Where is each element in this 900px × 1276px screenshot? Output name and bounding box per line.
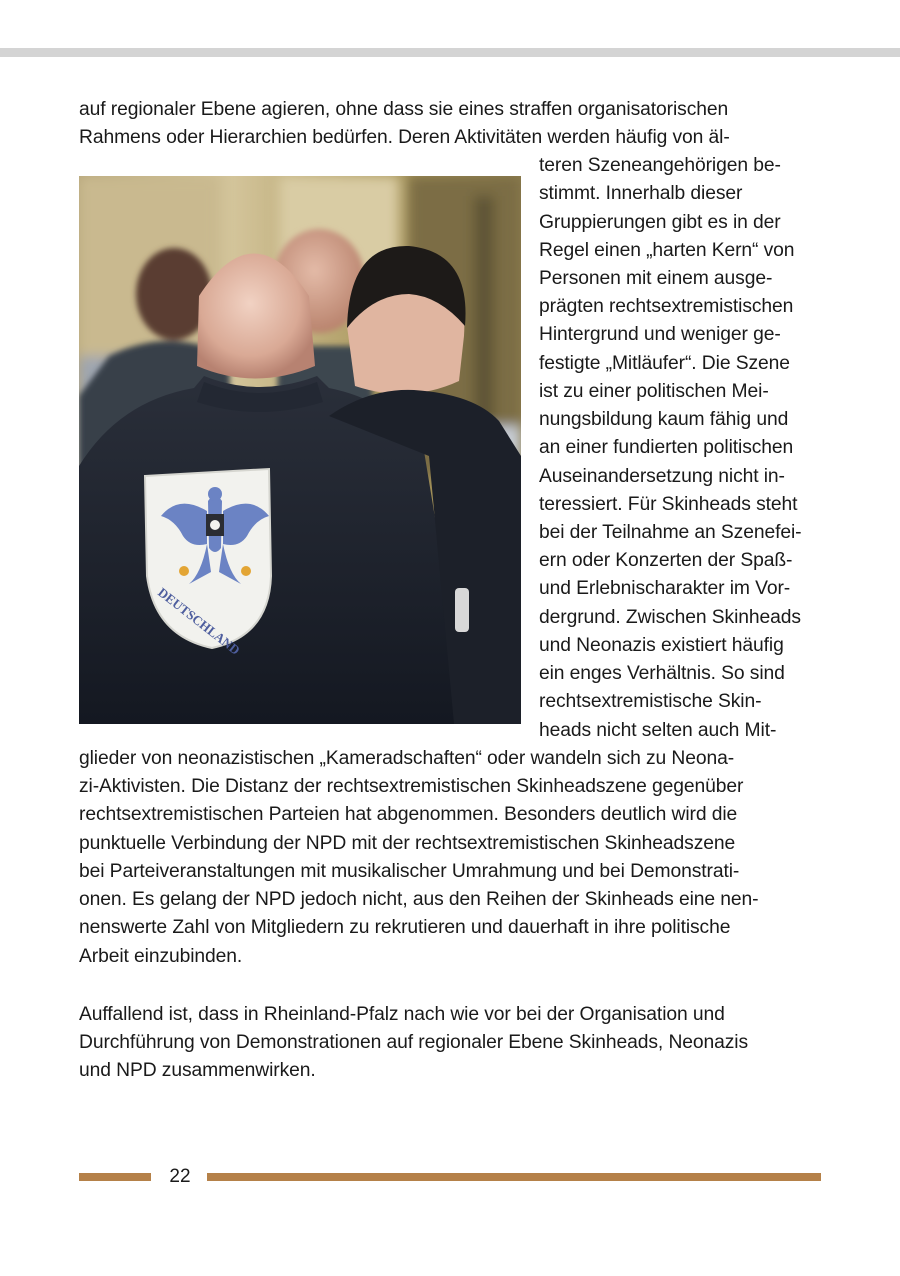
text-line: teressiert. Für Skinheads steht <box>539 494 798 515</box>
patch-text: DEUTSCHLAND <box>155 584 243 658</box>
text-line: bei der Teilnahme an Szenefei- <box>539 522 802 543</box>
footer-bar-right <box>207 1173 821 1181</box>
page-number: 22 <box>169 1166 191 1187</box>
text-line: nungsbildung kaum fähig und <box>539 409 789 430</box>
text-line: dergrund. Zwischen Skinheads <box>539 607 801 628</box>
text-line: Auffallend ist, dass in Rheinland-Pfalz nach wie vor bei der Organisation und <box>79 1004 725 1025</box>
skinheads-photo <box>79 176 521 724</box>
text-line: und NPD zusammenwirken. <box>79 1060 316 1081</box>
text-line: ein enges Verhältnis. So sind <box>539 663 785 684</box>
text-line: prägten rechtsextremistischen <box>539 296 794 317</box>
text-line: zi-Aktivisten. Die Distanz der rechtsextremistischen Skinheadszene gegenüber <box>79 776 744 797</box>
text-line: punktuelle Verbindung der NPD mit der rechtsextremistischen Skinheadszene <box>79 833 736 854</box>
text-line: rechtsextremistische Skin- <box>539 691 762 712</box>
top-rule <box>0 48 900 57</box>
text-line: Arbeit einzubinden. <box>79 946 243 967</box>
text-line: Durchführung von Demonstrationen auf regionaler Ebene Skinheads, Neonazis <box>79 1032 749 1053</box>
text-line: Rahmens oder Hierarchien bedürfen. Deren Aktivitäten werden häufig von äl- <box>79 127 730 148</box>
text-line: ist zu einer politischen Mei- <box>539 381 769 402</box>
text-line: Auseinandersetzung nicht in- <box>539 466 785 487</box>
text-line: an einer fundierten politischen <box>539 437 794 458</box>
text-line: nenswerte Zahl von Mitgliedern zu rekrutieren und dauerhaft in ihre politische <box>79 917 731 938</box>
text-line: glieder von neonazistischen „Kameradschaften“ oder wandeln sich zu Neona- <box>79 748 735 769</box>
text-line: Hintergrund und weniger ge- <box>539 324 781 345</box>
text-line: teren Szeneangehörigen be- <box>539 155 781 176</box>
text-line: ern oder Konzerten der Spaß- <box>539 550 793 571</box>
text-line: stimmt. Innerhalb dieser <box>539 183 743 204</box>
text-line: auf regionaler Ebene agieren, ohne dass sie eines straffen organisatorischen <box>79 99 729 120</box>
text-line: Personen mit einem ausge- <box>539 268 773 289</box>
footer-bar-left <box>79 1173 151 1181</box>
text-line: rechtsextremistischen Parteien hat abgenommen. Besonders deutlich wird die <box>79 804 738 825</box>
text-line: und Erlebnischarakter im Vor- <box>539 578 791 599</box>
text-line: Gruppierungen gibt es in der <box>539 212 781 233</box>
text-line: heads nicht selten auch Mit- <box>539 720 777 741</box>
text-line: onen. Es gelang der NPD jedoch nicht, aus den Reihen der Skinheads eine nen- <box>79 889 759 910</box>
text-line: und Neonazis existiert häufig <box>539 635 784 656</box>
text-line: bei Parteiveranstaltungen mit musikalischer Umrahmung und bei Demonstrati- <box>79 861 740 882</box>
text-line: Regel einen „harten Kern“ von <box>539 240 795 261</box>
text-line: festigte „Mitläufer“. Die Szene <box>539 353 790 374</box>
